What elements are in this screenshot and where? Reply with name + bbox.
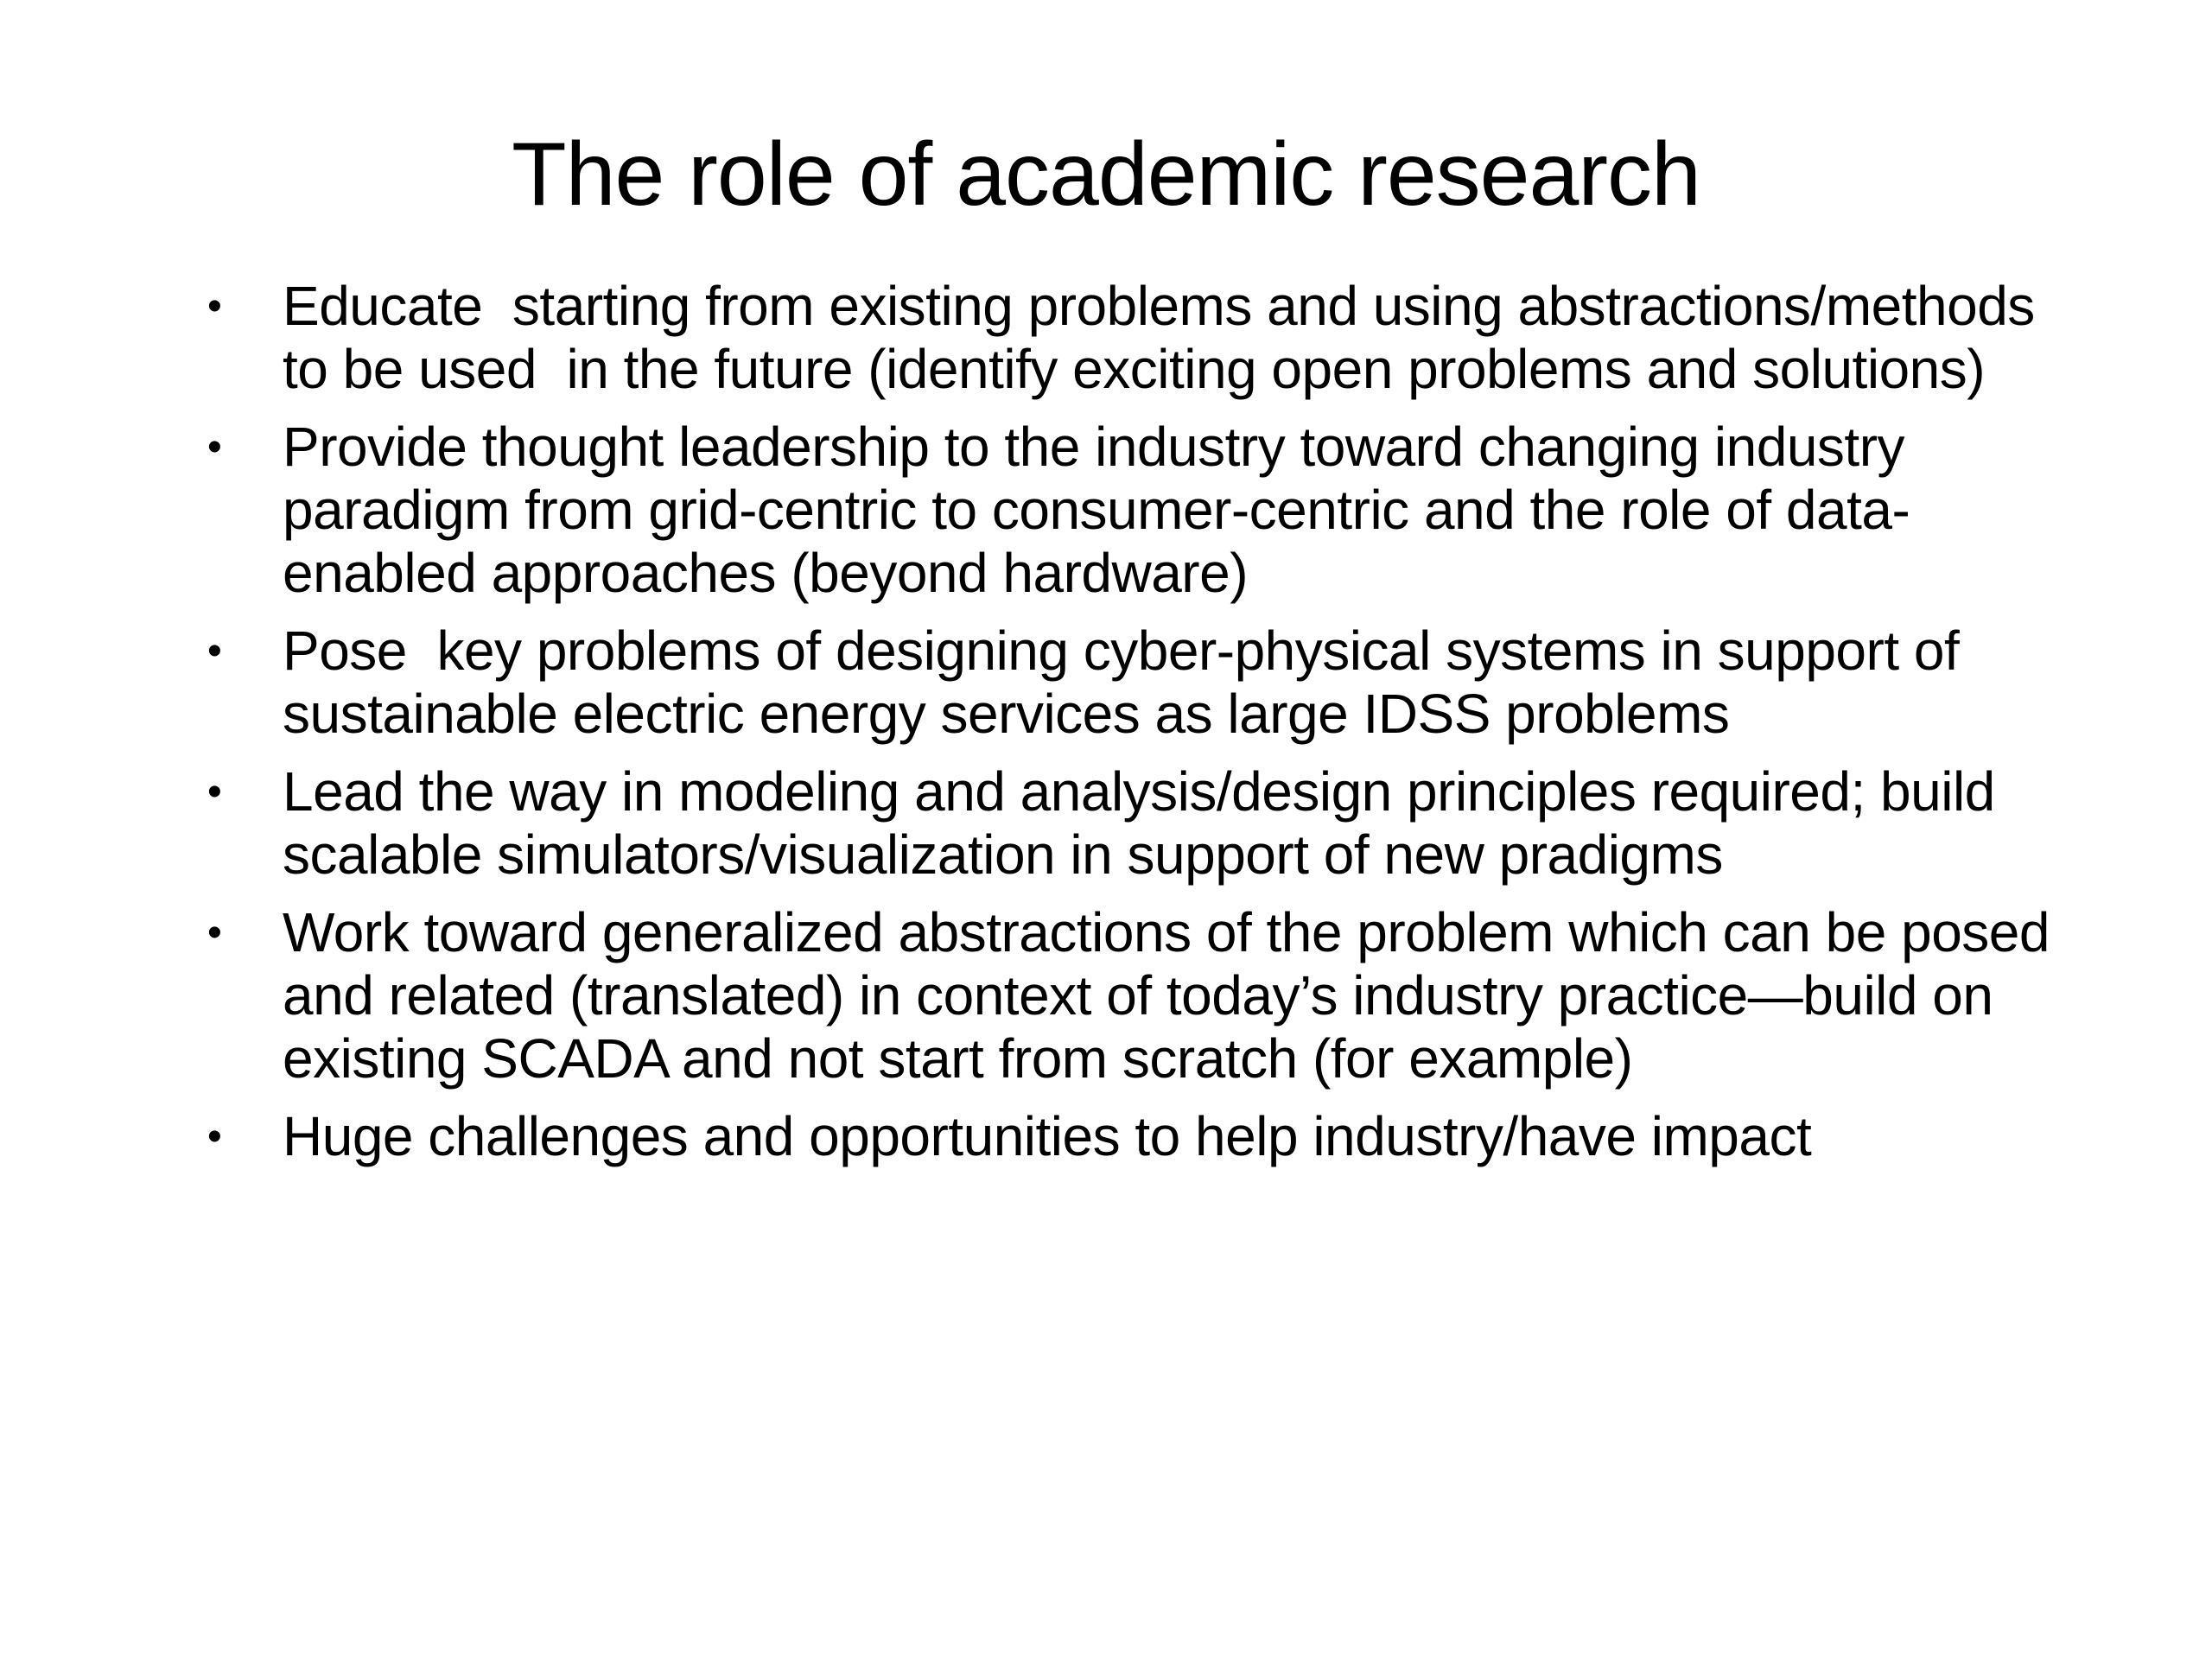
bullet-icon: • bbox=[207, 769, 222, 815]
bullet-text: Educate starting from existing problems and using abstractions/methods to be used in the future (identify exciting open problems and solutions) bbox=[283, 275, 2065, 400]
bullet-icon: • bbox=[207, 283, 222, 329]
bullet-text: Provide thought leadership to the industry toward changing industry paradigm from grid-centric to consumer-centric and the role of data-enabled approaches (beyond hardware) bbox=[283, 416, 1920, 604]
bullet-text: Huge challenges and opportunities to help industry/have impact bbox=[283, 1105, 1812, 1167]
bullet-item bbox=[199, 901, 2065, 1090]
bullet-text: Lead the way in modeling and analysis/design principles required; build scalable simulators/visualization in support of new pradigms bbox=[283, 760, 2011, 886]
bullet-text: Work toward generalized abstractions of the problem which can be posed and related (translated) in context of today’s industry practice—build on existing SCADA and not start from scratch (for example) bbox=[283, 901, 2065, 1090]
bullet-item bbox=[199, 275, 2065, 401]
bullet-icon: • bbox=[207, 1114, 222, 1160]
slide-title: The role of academic research bbox=[512, 124, 1700, 225]
bullet-item bbox=[199, 760, 2056, 887]
bullet-list bbox=[199, 275, 2065, 1183]
bullet-item bbox=[199, 620, 2056, 746]
bullet-icon: • bbox=[207, 628, 222, 674]
bullet-item bbox=[199, 416, 2056, 605]
bullet-icon: • bbox=[207, 424, 222, 470]
bullet-text: Pose key problems of designing cyber-physical systems in support of sustainable electric energy services as large IDSS problems bbox=[283, 620, 1974, 745]
bullet-item bbox=[199, 1105, 2056, 1168]
bullet-icon: • bbox=[207, 910, 222, 956]
